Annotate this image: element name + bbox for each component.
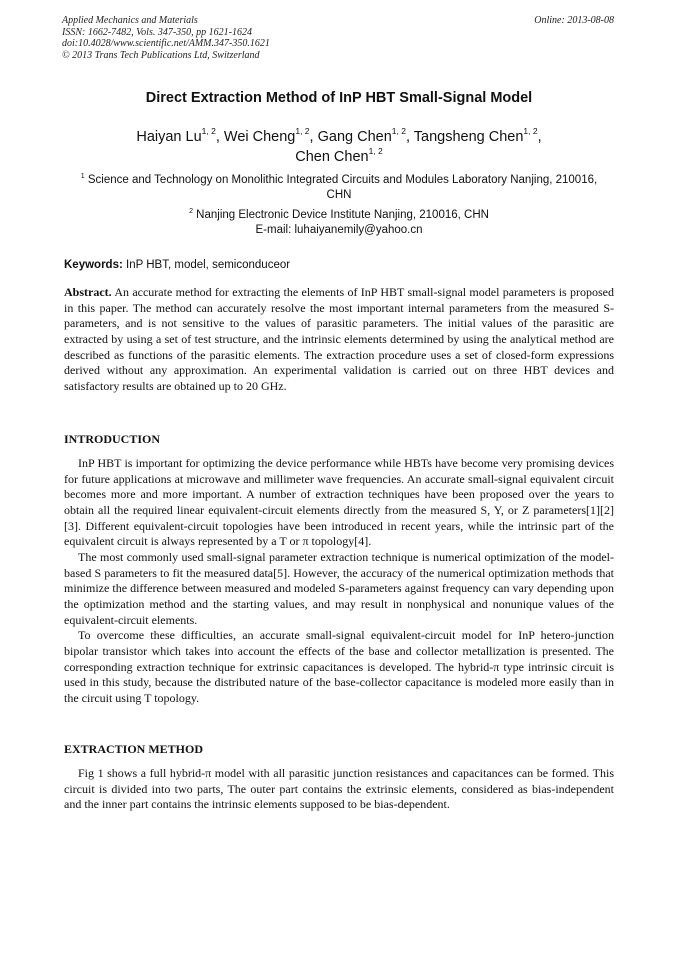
author-name: Gang Chen [317, 129, 392, 145]
author-name: Wei Cheng [223, 129, 296, 145]
section-heading-introduction: INTRODUCTION [64, 432, 161, 446]
journal-header [62, 15, 482, 61]
introduction-body [64, 456, 614, 707]
extraction-method-body [64, 766, 614, 813]
affiliation-1 [70, 173, 608, 203]
author-affiliation-sup: 1, 2 [295, 126, 310, 136]
author-email: E-mail: luhaiyanemily@yahoo.cn [255, 224, 423, 236]
affiliation-1-sup: 1 [80, 173, 85, 180]
keywords [64, 259, 624, 271]
intro-paragraph-3: To overcome these difficulties, an accurate small-signal equivalent-circuit model for InP hetero-junction bipolar transistor which takes into account the effects of the base and collector metallization is presented. The corresponding extraction technique for extrinsic capacitances is developed. The hybrid-π type intrinsic circuit is used in this study, because the distributed nature of the base-collector capacitance is modeled more easily than in the circuit using T topology. [64, 628, 614, 705]
author-affiliation-sup: 1, 2 [391, 126, 406, 136]
section-heading-extraction-method: EXTRACTION METHOD [64, 742, 204, 756]
paper-title: Direct Extraction Method of InP HBT Small-Signal Model [145, 90, 533, 106]
author-affiliation-sup: 1, 2 [368, 146, 383, 156]
method-paragraph-1: Fig 1 shows a full hybrid-π model with all parasitic junction resistances and capacitances can be formed. This circuit is divided into two parts, The outer part contains the extrinsic elements, considered as bias-independent and the inner part contains the intrinsic elements supposed to be bias-dependent. [64, 766, 614, 812]
affiliation-1-text: Science and Technology on Monolithic Integrated Circuits and Modules Laboratory Nanjing, 210016, CHN [87, 174, 598, 201]
journal-copyright: © 2013 Trans Tech Publications Ltd, Switzerland [62, 49, 260, 61]
online-date: Online: 2013-08-08 [534, 15, 614, 26]
author-name: Haiyan Lu [136, 129, 202, 145]
abstract-text: An accurate method for extracting the elements of InP HBT small-signal model parameters is proposed in this paper. The method can accurately resolve the most important internal parameters from the measured S-parameters, and is not sensitive to the values of parasitic parameters. The initial values of the parasitic are extracted by using a set of test structure, and the intrinsic elements determined by using the analytical method are described as functions of the parasitic elements. The extraction procedure uses a set of closed-form expressions derived without any approximation. An experimental validation is carried out on three HBT devices and satisfactory results are obtained up to 20 GHz. [64, 285, 615, 393]
abstract [64, 285, 614, 395]
journal-name: Applied Mechanics and Materials [62, 15, 198, 26]
abstract-label: Abstract. [64, 285, 112, 299]
author-name: Tangsheng Chen [413, 129, 524, 145]
journal-doi: doi:10.4028/www.scientific.net/AMM.347-350.1621 [62, 38, 270, 49]
journal-issn: ISSN: 1662-7482, Vols. 347-350, pp 1621-1624 [62, 26, 252, 38]
keywords-label: Keywords: [64, 259, 123, 271]
author-name: Chen Chen [295, 149, 369, 165]
keywords-text: InP HBT, model, semiconduceor [126, 259, 291, 271]
author-affiliation-sup: 1, 2 [201, 126, 216, 136]
author-list: Haiyan Lu$^{1, 2}$, Wei Cheng$^{1, 2}$, Gang Chen$^{1, 2}$, Tangsheng Chen$^{1, 2}$, Chen Chen$^{1, 2}$ [136, 126, 542, 165]
intro-paragraph-2: The most commonly used small-signal parameter extraction technique is numerical optimization of the model-based S parameters to fit the measured data[5]. However, the accuracy of the numerical optimization methods that minimize the difference between measured and modeled S-parameters against frequency can vary depending upon the optimization method and the starting values, and may result in nonphysical and nonunique values of the equivalent-circuit elements. [64, 549, 614, 627]
author-affiliation-sup: 1, 2 [523, 126, 538, 136]
affiliation-2-sup: 2 [189, 208, 193, 215]
affiliation-2 [70, 208, 608, 238]
affiliation-2-text: Nanjing Electronic Device Institute Nanjing, 210016, CHN [196, 209, 489, 221]
intro-paragraph-1: InP HBT is important for optimizing the device performance while HBTs have become very promising devices for future applications at microwave and millimeter wave frequencies. An accurate small-signal equivalent circuit becomes more and more important. A number of extraction techniques have been proposed over the years to obtain all the required linear equivalent-circuit elements directly from the measured S, Y, or Z parameters[1][2][3]. Different equivalent-circuit topologies have been introduced in recent years, while the intrinsic part of the equivalent circuit is always represented by a T or π topology[4]. [64, 456, 614, 549]
